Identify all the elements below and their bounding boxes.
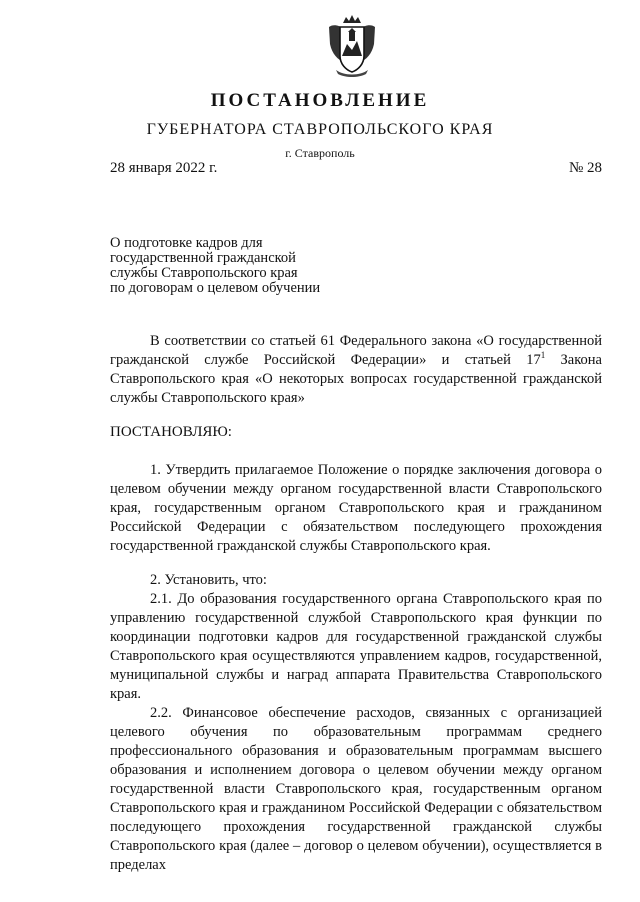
document-title: ПОСТАНОВЛЕНИЕ bbox=[210, 90, 430, 111]
item-2-text: 2. Установить, что: bbox=[150, 572, 267, 588]
subject-line: государственной гражданской bbox=[110, 250, 296, 266]
intro-text-part1: В соответствии со статьей 61 Федерального закона «О государственной гражданской службе Российской Федерации» и статьей 17 bbox=[110, 333, 602, 368]
item-2-section bbox=[110, 571, 602, 875]
coat-of-arms-icon bbox=[326, 14, 378, 78]
item-2-2-text: 2.2. Финансовое обеспечение расходов, связанных с организацией целевого обучения по образовательным программам среднего профессионального образования и образовательным программам высшего образования и исполнением договора о целевом обучении между органом государственной власти Ставропольского края, государственным органом Ставропольского края и гражданином Российской Федерации с обязательством последующего прохождения государственной гражданской службы Ставропольского края (далее – договор о целевом обучении), осуществляется в пределах bbox=[110, 705, 602, 873]
document-subject bbox=[110, 236, 370, 296]
item-1-paragraph bbox=[110, 461, 602, 556]
subject-line: О подготовке кадров для bbox=[110, 235, 263, 251]
item-1-text: 1. Утвердить прилагаемое Положение о порядке заключения договора о целевом обучении между органом государственной власти Ставропольского края, государственным органом Ставропольского края и гражданином Российской Федерации с обязательством последующего прохождения государственной гражданской службы Ставропольского края. bbox=[110, 462, 602, 554]
document-date: 28 января 2022 г. bbox=[110, 160, 218, 176]
subject-line: службы Ставропольского края bbox=[110, 265, 298, 281]
resolution-keyword: ПОСТАНОВЛЯЮ: bbox=[110, 424, 232, 440]
intro-superscript: 1 bbox=[540, 350, 546, 361]
subject-line: по договорам о целевом обучении bbox=[110, 280, 321, 296]
document-city: г. Ставрополь bbox=[285, 146, 355, 160]
item-2-1-text: 2.1. До образования государственного органа Ставропольского края по управлению государственной службой Ставропольского края функции по координации подготовки кадров для государственной гражданской службы Ставропольского края осуществляются управлением кадров, государственной, муниципальной службы и наград аппарата Правительства Ставропольского края. bbox=[110, 591, 602, 702]
intro-paragraph bbox=[110, 332, 602, 408]
document-number: № 28 bbox=[568, 160, 602, 176]
document-issuer: ГУБЕРНАТОРА СТАВРОПОЛЬСКОГО КРАЯ bbox=[146, 121, 494, 138]
intro-text-part2: Закона Ставропольского края «О некоторых вопросах государственной гражданской службы Ставропольского края» bbox=[110, 352, 602, 406]
